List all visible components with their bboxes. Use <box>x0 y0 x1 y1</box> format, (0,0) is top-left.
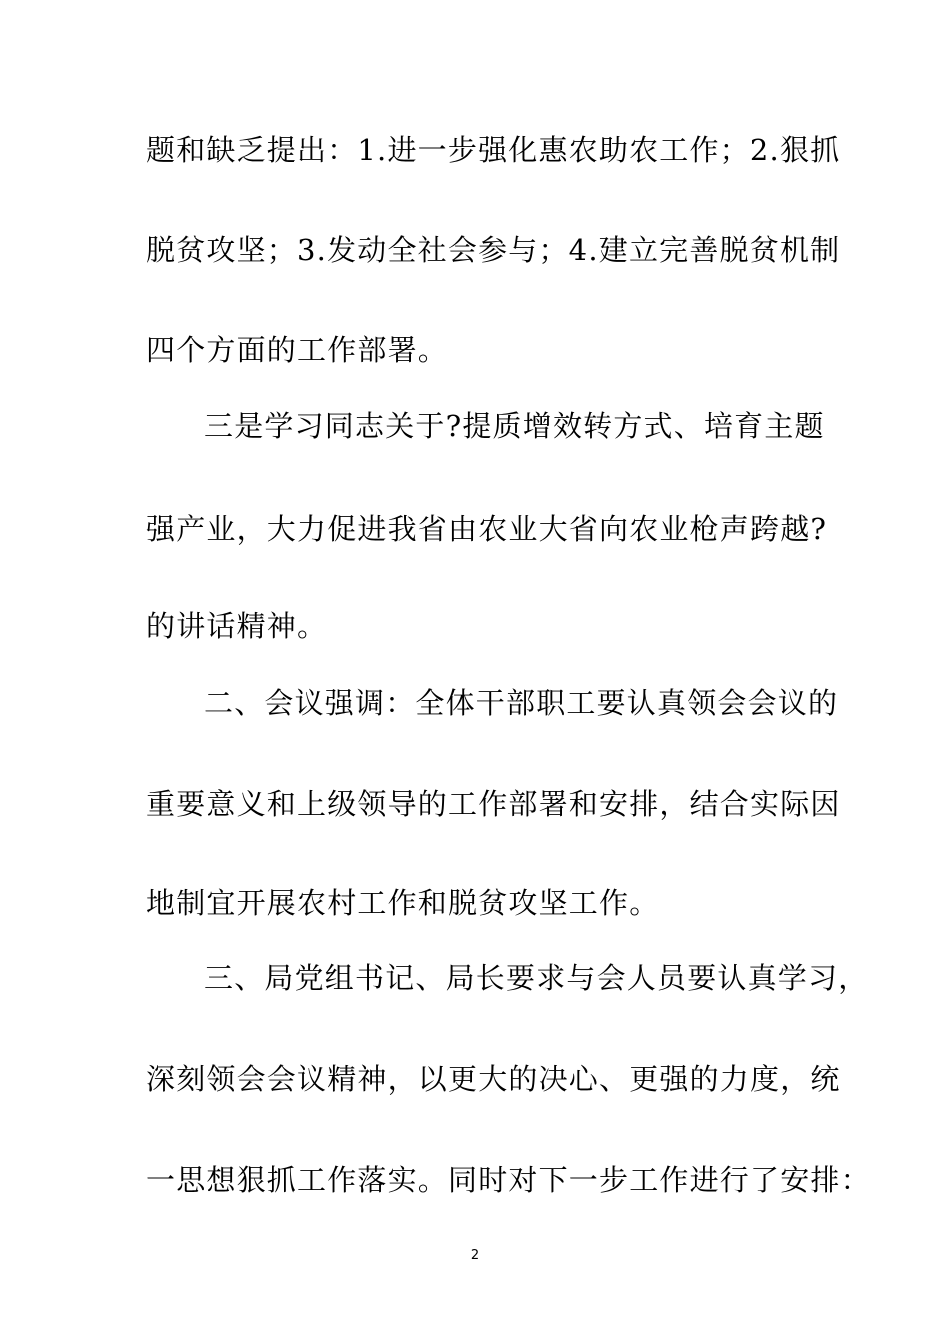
text-line-12: 一思想狠抓工作落实。同时对下一步工作进行了安排： <box>146 1163 871 1197</box>
text-line-3: 四个方面的工作部署。 <box>146 333 449 367</box>
text-line-10: 三、局党组书记、局长要求与会人员要认真学习， <box>204 961 869 995</box>
text-line-4: 三是学习同志关于?提质增效转方式、培育主题 <box>204 409 825 443</box>
text-line-7: 二、会议强调：全体干部职工要认真领会会议的 <box>204 686 839 720</box>
text-line-8: 重要意义和上级领导的工作部署和安排，结合实际因 <box>146 787 841 821</box>
page-number: 2 <box>470 1248 480 1263</box>
text-line-6: 的讲话精神。 <box>146 609 328 643</box>
text-line-11: 深刻领会会议精神，以更大的决心、更强的力度，统 <box>146 1062 841 1096</box>
text-line-9: 地制宜开展农村工作和脱贫攻坚工作。 <box>146 886 660 920</box>
text-line-2: 脱贫攻坚；3.发动全社会参与；4.建立完善脱贫机制 <box>146 233 841 267</box>
text-line-1: 题和缺乏提出：1.进一步强化惠农助农工作；2.狠抓 <box>146 133 841 167</box>
text-line-5: 强产业，大力促进我省由农业大省向农业枪声跨越? <box>146 512 828 546</box>
